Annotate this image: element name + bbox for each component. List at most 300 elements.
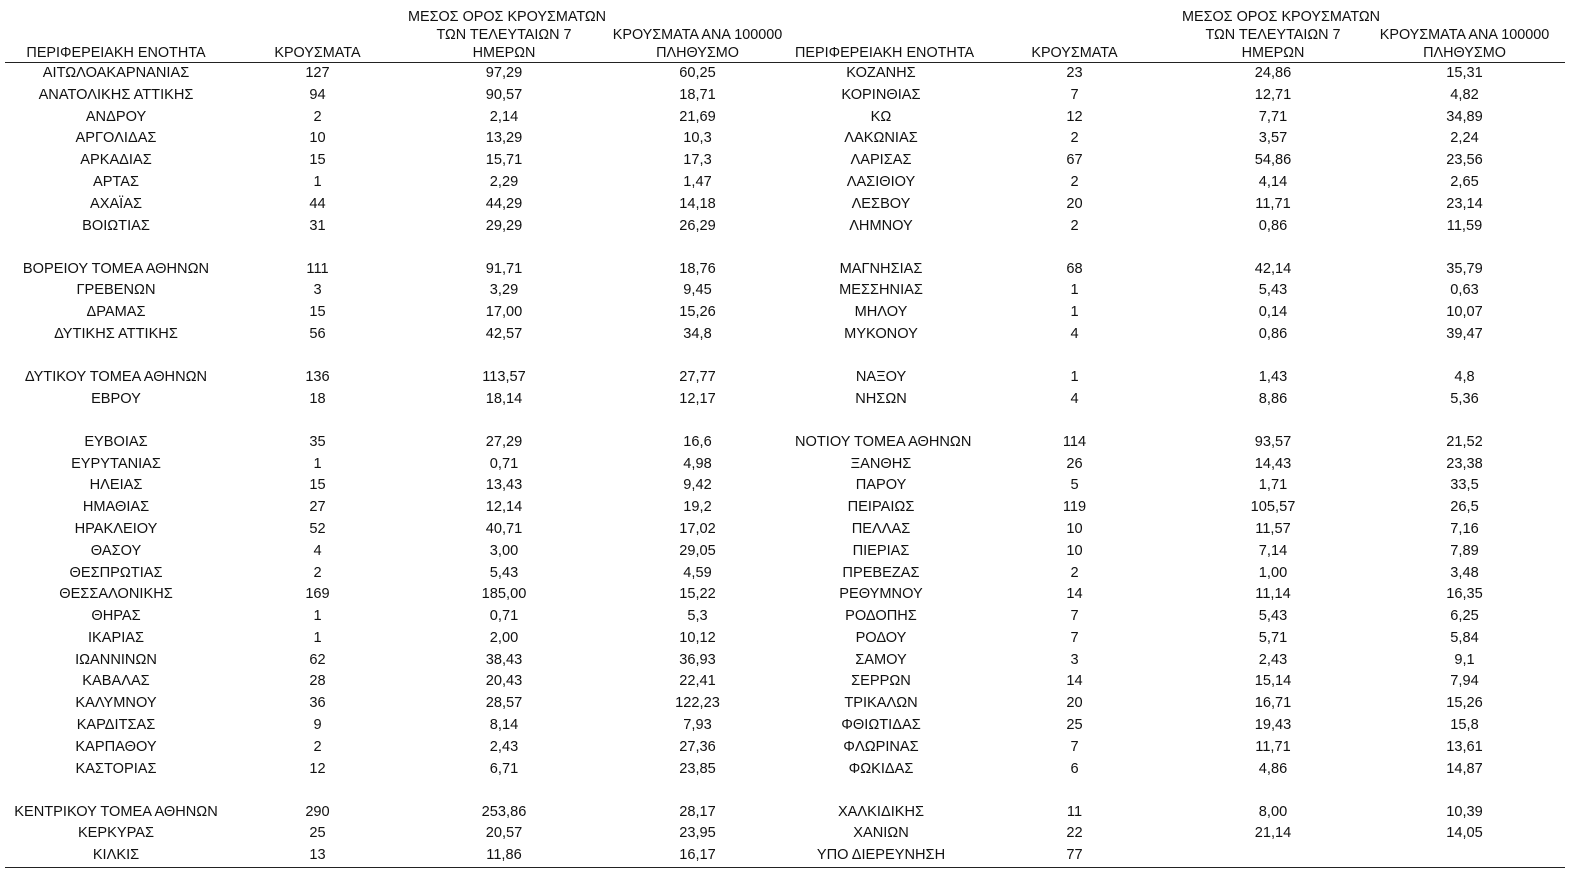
cases-table-container — [5, 2, 1565, 868]
table-row — [5, 606, 1565, 628]
cases-cell: 111 — [306, 260, 329, 277]
cases-per-100k-cell: 10,3 — [683, 130, 712, 147]
seven-day-average-cell: 28,57 — [485, 695, 523, 712]
cases-cell: 12 — [309, 760, 326, 777]
seven-day-average-cell: 7,71 — [1258, 108, 1288, 125]
region-name-cell: ΚΟΖΑΝΗΣ — [846, 65, 916, 81]
cases-cell: 2 — [1070, 173, 1079, 190]
region-name-cell: ΑΡΤΑΣ — [92, 173, 140, 190]
table-row — [5, 454, 1565, 476]
table-row — [5, 563, 1565, 585]
seven-day-average-cell: 0,86 — [1258, 217, 1288, 234]
region-name-cell: ΚΑΛΥΜΝΟΥ — [75, 695, 157, 712]
region-name-cell: ΚΕΝΤΡΙΚΟΥ ΤΟΜΕΑ ΑΘΗΝΩΝ — [14, 803, 218, 820]
table-row — [5, 671, 1565, 693]
empty-cell — [227, 237, 408, 258]
cases-per-100k-cell: 3,48 — [1450, 564, 1479, 581]
cases-per-100k-cell: 33,5 — [1450, 477, 1479, 494]
seven-day-average-cell: 18,14 — [485, 390, 523, 407]
cases-per-100k-cell: 19,2 — [683, 499, 712, 516]
table-row — [5, 650, 1565, 672]
cases-per-100k-cell: 7,93 — [683, 717, 712, 734]
seven-day-average-cell: 8,14 — [489, 717, 519, 734]
empty-cell — [227, 780, 408, 801]
region-name-cell: ΧΑΝΙΩΝ — [853, 825, 909, 842]
cases-cell: 14 — [1066, 586, 1083, 603]
cases-cell: 77 — [967, 845, 1182, 867]
cases-per-100k-cell: 4,82 — [1450, 86, 1479, 103]
empty-cell — [408, 411, 600, 432]
region-name-cell: ΔΥΤΙΚΗΣ ΑΤΤΙΚΗΣ — [54, 325, 178, 342]
region-name-cell: ΤΡΙΚΑΛΩΝ — [844, 695, 918, 712]
seven-day-average-cell: 91,71 — [485, 260, 523, 277]
cases-cell: 4 — [313, 542, 322, 559]
seven-day-average-cell: 24,86 — [1254, 65, 1292, 81]
seven-day-average-cell: 42,57 — [485, 325, 523, 342]
seven-day-average-cell: 44,29 — [485, 195, 523, 212]
header-line: ΜΕΣΟΣ ΟΡΟΣ ΚΡΟΥΣΜΑΤΩΝ — [1182, 9, 1381, 25]
cases-cell: 35 — [309, 433, 326, 450]
region-name-cell: ΙΩΑΝΝΙΝΩΝ — [75, 651, 157, 668]
region-name-cell: ΑΙΤΩΛΟΑΚΑΡΝΑΝΙΑΣ — [42, 65, 190, 81]
empty-cell — [1182, 780, 1364, 801]
table-row — [5, 216, 1565, 238]
header-avg7-left — [408, 2, 607, 63]
seven-day-average-cell: 3,29 — [489, 282, 519, 299]
cases-per-100k-cell: 9,45 — [683, 282, 712, 299]
seven-day-average-cell: 6,71 — [489, 760, 519, 777]
empty-cell — [1364, 780, 1565, 801]
header-line: ΚΡΟΥΣΜΑΤΑ ΑΝΑ 100000 — [612, 27, 783, 43]
cases-cell: 3 — [1070, 651, 1079, 668]
region-name-cell: ΘΕΣΣΑΛΟΝΙΚΗΣ — [59, 586, 173, 603]
region-name-cell: ΠΕΛΛΑΣ — [851, 520, 911, 537]
seven-day-average-cell: 3,00 — [489, 542, 519, 559]
empty-cell — [5, 237, 227, 258]
region-name-cell: ΑΝΔΡΟΥ — [85, 108, 147, 125]
cases-per-100k-cell: 34,89 — [1446, 108, 1483, 125]
cases-cell: 56 — [309, 325, 326, 342]
table-row — [5, 628, 1565, 650]
spacer-row — [5, 780, 1565, 801]
table-row — [5, 280, 1565, 302]
seven-day-average-cell: 5,43 — [489, 564, 519, 581]
table-row — [5, 259, 1565, 281]
seven-day-average-cell: 0,71 — [489, 608, 519, 625]
table-header-row — [5, 2, 1565, 63]
cases-cell: 15 — [309, 477, 326, 494]
seven-day-average-cell: 38,43 — [485, 651, 523, 668]
seven-day-average-cell: 14,43 — [1254, 455, 1292, 472]
region-name-cell: ΚΩ — [870, 108, 892, 125]
header-cases-left — [227, 2, 408, 63]
seven-day-average-cell: 16,71 — [1254, 695, 1292, 712]
header-line: ΜΕΣΟΣ ΟΡΟΣ ΚΡΟΥΣΜΑΤΩΝ — [408, 9, 607, 25]
cases-per-100k-cell: 9,42 — [683, 477, 712, 494]
cases-cell: 62 — [309, 651, 326, 668]
seven-day-average-cell: 11,86 — [408, 845, 600, 867]
cases-per-100k-cell: 5,3 — [687, 608, 708, 625]
cases-per-100k-cell: 4,59 — [683, 564, 712, 581]
seven-day-average-cell: 2,43 — [1258, 651, 1288, 668]
seven-day-average-cell: 12,71 — [1254, 86, 1292, 103]
empty-cell — [1364, 346, 1565, 367]
empty-cell — [5, 780, 227, 801]
seven-day-average-cell: 1,71 — [1258, 477, 1288, 494]
seven-day-average-cell: 15,14 — [1254, 673, 1292, 690]
cases-cell: 10 — [1066, 520, 1083, 537]
region-name-cell: ΒΟΙΩΤΙΑΣ — [82, 217, 150, 234]
region-name-cell: ΥΠΟ ΔΙΕΡΕΥΝΗΣΗ — [795, 845, 967, 867]
cases-per-100k-cell: 1,47 — [683, 173, 712, 190]
empty-cell — [408, 780, 600, 801]
empty-cell — [5, 411, 227, 432]
seven-day-average-cell: 185,00 — [481, 586, 527, 603]
region-name-cell: ΞΑΝΘΗΣ — [850, 455, 912, 472]
cases-per-100k-cell: 18,71 — [679, 86, 716, 103]
region-name-cell: ΠΡΕΒΕΖΑΣ — [842, 564, 920, 581]
header-line: ΠΕΡΙΦΕΡΕΙΑΚΗ ΕΝΟΤΗΤΑ — [795, 45, 975, 61]
empty-cell — [795, 780, 967, 801]
cases-per-100k-cell: 9,1 — [1454, 651, 1475, 668]
region-name-cell: ΚΑΡΔΙΤΣΑΣ — [76, 717, 156, 734]
table-row — [5, 715, 1565, 737]
cases-per-100k-cell: 23,56 — [1446, 152, 1483, 169]
cases-cell: 36 — [309, 695, 326, 712]
cases-per-100k-cell: 35,79 — [1446, 260, 1483, 277]
cases-per-100k-cell: 26,29 — [679, 217, 716, 234]
cases-cell: 136 — [305, 368, 330, 385]
region-name-cell: ΠΑΡΟΥ — [855, 477, 907, 494]
cases-cell: 15 — [309, 152, 326, 169]
seven-day-average-cell: 5,43 — [1258, 282, 1288, 299]
cases-per-100k-cell: 27,36 — [679, 738, 716, 755]
cases-per-100k-cell: 5,36 — [1450, 390, 1479, 407]
cases-per-100k-cell: 23,38 — [1446, 455, 1483, 472]
region-name-cell: ΑΡΓΟΛΙΔΑΣ — [75, 130, 157, 147]
cases-per-100k-cell — [1364, 845, 1565, 867]
seven-day-average-cell: 11,14 — [1255, 586, 1291, 603]
region-name-cell: ΠΙΕΡΙΑΣ — [852, 542, 910, 559]
table-row — [5, 737, 1565, 759]
cases-per-100k-cell: 14,87 — [1446, 760, 1483, 777]
empty-cell — [795, 411, 967, 432]
cases-cell: 31 — [309, 217, 326, 234]
header-per100k-left — [600, 2, 795, 63]
spacer-row — [5, 346, 1565, 367]
cases-cell: 1 — [313, 173, 322, 190]
cases-per-100k-cell: 15,26 — [1446, 695, 1483, 712]
region-name-cell: ΙΚΑΡΙΑΣ — [87, 629, 145, 646]
cases-per-100k-cell: 16,17 — [600, 845, 795, 867]
header-line: ΚΡΟΥΣΜΑΤΑ ΑΝΑ 100000 — [1379, 27, 1550, 43]
cases-per-100k-cell: 2,24 — [1450, 130, 1479, 147]
seven-day-average-cell: 15,71 — [485, 152, 523, 169]
table-body — [5, 63, 1565, 868]
cases-cell: 22 — [1066, 825, 1083, 842]
cases-per-100k-cell: 12,17 — [679, 390, 716, 407]
region-name-cell: ΔΡΑΜΑΣ — [86, 304, 146, 321]
cases-cell: 1 — [313, 629, 322, 646]
empty-cell — [795, 237, 967, 258]
seven-day-average-cell: 4,14 — [1258, 173, 1288, 190]
header-line: ΗΜΕΡΩΝ — [1241, 45, 1305, 61]
table-row — [5, 432, 1565, 454]
region-name-cell: ΗΡΑΚΛΕΙΟΥ — [74, 520, 158, 537]
region-name-cell: ΕΒΡΟΥ — [91, 390, 141, 407]
seven-day-average-cell: 2,29 — [489, 173, 519, 190]
region-name-cell: ΝΟΤΙΟΥ ΤΟΜΕΑ ΑΘΗΝΩΝ — [795, 433, 972, 450]
table-row — [5, 128, 1565, 150]
cases-per-100k-cell: 10,07 — [1446, 304, 1483, 321]
region-name-cell: ΛΗΜΝΟΥ — [849, 217, 913, 234]
cases-cell: 14 — [1066, 673, 1083, 690]
seven-day-average-cell: 54,86 — [1254, 152, 1292, 169]
region-name-cell: ΗΛΕΙΑΣ — [89, 477, 143, 494]
cases-cell: 18 — [309, 390, 326, 407]
cases-cell: 169 — [305, 586, 330, 603]
header-line: ΗΜΕΡΩΝ — [472, 45, 536, 61]
empty-cell — [227, 346, 408, 367]
seven-day-average-cell: 4,86 — [1258, 760, 1288, 777]
empty-cell — [600, 780, 795, 801]
region-name-cell: ΓΡΕΒΕΝΩΝ — [76, 282, 156, 299]
region-name-cell: ΜΕΣΣΗΝΙΑΣ — [839, 282, 923, 299]
cases-per-100k-cell: 14,05 — [1446, 825, 1483, 842]
region-name-cell: ΣΕΡΡΩΝ — [851, 673, 911, 690]
cases-cell: 7 — [1070, 608, 1079, 625]
cases-cell: 9 — [313, 717, 322, 734]
cases-cell: 12 — [1066, 108, 1083, 125]
cases-cell: 2 — [313, 108, 322, 125]
cases-per-100k-cell: 28,17 — [679, 803, 716, 820]
cases-cell: 3 — [313, 282, 322, 299]
empty-cell — [1182, 411, 1364, 432]
cases-per-100k-cell: 21,52 — [1446, 433, 1483, 450]
region-name-cell: ΕΥΡΥΤΑΝΙΑΣ — [71, 455, 161, 472]
header-line: ΠΛΗΘΥΣΜΟ — [656, 45, 739, 61]
cases-cell: 52 — [309, 520, 326, 537]
cases-cell: 114 — [1062, 433, 1087, 450]
cases-per-100k-cell: 39,47 — [1446, 325, 1483, 342]
cases-per-100k-cell: 15,31 — [1446, 65, 1483, 81]
region-name-cell: ΠΕΙΡΑΙΩΣ — [847, 499, 915, 516]
cases-per-100k-cell: 4,8 — [1454, 368, 1475, 385]
cases-cell: 23 — [1066, 65, 1083, 81]
seven-day-average-cell: 13,29 — [485, 130, 523, 147]
region-name-cell: ΕΥΒΟΙΑΣ — [84, 433, 148, 450]
cases-per-100k-cell: 11,59 — [1446, 217, 1483, 234]
cases-cell: 1 — [1070, 282, 1079, 299]
table-row — [5, 324, 1565, 346]
cases-per-100k-cell: 36,93 — [679, 651, 716, 668]
region-name-cell: ΚΟΡΙΝΘΙΑΣ — [841, 86, 921, 103]
empty-cell — [1364, 411, 1565, 432]
table-row — [5, 389, 1565, 411]
region-name-cell: ΡΟΔΟΠΗΣ — [845, 608, 917, 625]
cases-per-100k-cell: 7,89 — [1450, 542, 1479, 559]
cases-cell: 11 — [1066, 803, 1083, 820]
header-avg7-right — [1182, 2, 1381, 63]
region-name-cell: ΚΙΛΚΙΣ — [5, 845, 227, 867]
seven-day-average-cell: 40,71 — [485, 520, 523, 537]
cases-per-100k-cell: 29,05 — [679, 542, 716, 559]
region-name-cell: ΛΕΣΒΟΥ — [851, 195, 911, 212]
cases-per-100k-cell: 16,35 — [1446, 586, 1483, 603]
region-name-cell: ΘΕΣΠΡΩΤΙΑΣ — [69, 564, 163, 581]
region-name-cell: ΗΜΑΘΙΑΣ — [82, 499, 150, 516]
seven-day-average-cell: 97,29 — [485, 65, 523, 81]
region-name-cell: ΘΑΣΟΥ — [90, 542, 142, 559]
spacer-row — [5, 237, 1565, 258]
region-name-cell: ΚΕΡΚΥΡΑΣ — [77, 825, 155, 842]
cases-per-100k-cell: 15,26 — [679, 304, 716, 321]
seven-day-average-cell: 12,14 — [485, 499, 523, 516]
table-row — [5, 107, 1565, 129]
cases-per-100k-cell: 6,25 — [1450, 608, 1479, 625]
cases-per-100k-cell: 14,18 — [679, 195, 716, 212]
cases-cell: 4 — [1070, 325, 1079, 342]
seven-day-average-cell: 21,14 — [1254, 825, 1292, 842]
cases-cell: 2 — [313, 564, 322, 581]
region-name-cell: ΔΥΤΙΚΟΥ ΤΟΜΕΑ ΑΘΗΝΩΝ — [24, 368, 208, 385]
cases-per-100k-cell: 17,02 — [679, 520, 716, 537]
seven-day-average-cell: 11,57 — [1255, 520, 1291, 537]
region-name-cell: ΦΩΚΙΔΑΣ — [848, 760, 914, 777]
cases-cell: 1 — [1070, 304, 1079, 321]
cases-cell: 67 — [1066, 152, 1083, 169]
seven-day-average-cell: 0,14 — [1258, 304, 1288, 321]
cases-per-100k-cell: 2,65 — [1450, 173, 1479, 190]
cases-cell: 27 — [309, 499, 326, 516]
cases-per-100k-cell: 60,25 — [679, 65, 716, 81]
header-per100k-right — [1364, 2, 1565, 63]
seven-day-average-cell: 0,71 — [489, 455, 519, 472]
seven-day-average-cell: 17,00 — [485, 304, 523, 321]
header-region-right — [795, 2, 975, 63]
seven-day-average-cell: 42,14 — [1254, 260, 1292, 277]
table-row — [5, 194, 1565, 216]
region-name-cell: ΚΑΒΑΛΑΣ — [82, 673, 150, 690]
seven-day-average-cell: 3,57 — [1258, 130, 1288, 147]
region-name-cell: ΛΑΡΙΣΑΣ — [850, 152, 912, 169]
cases-cell: 13 — [227, 845, 408, 867]
region-name-cell: ΧΑΛΚΙΔΙΚΗΣ — [837, 803, 925, 820]
empty-cell — [227, 411, 408, 432]
empty-cell — [967, 780, 1182, 801]
table-row — [5, 823, 1565, 845]
cases-cell: 290 — [305, 803, 330, 820]
seven-day-average-cell: 113,57 — [482, 368, 526, 385]
cases-cell: 28 — [309, 673, 326, 690]
seven-day-average-cell: 11,71 — [1255, 738, 1291, 755]
seven-day-average-cell: 1,00 — [1258, 564, 1288, 581]
cases-cell: 7 — [1070, 629, 1079, 646]
region-name-cell: ΦΘΙΩΤΙΔΑΣ — [841, 717, 921, 734]
cases-cell: 94 — [309, 86, 326, 103]
region-name-cell: ΜΥΚΟΝΟΥ — [844, 325, 918, 342]
table-row — [5, 519, 1565, 541]
seven-day-average-cell: 2,14 — [489, 108, 519, 125]
cases-cell: 127 — [305, 65, 330, 81]
region-name-cell: ΝΑΞΟΥ — [855, 368, 907, 385]
cases-per-100k-cell: 10,12 — [679, 629, 716, 646]
seven-day-average-cell: 11,71 — [1255, 195, 1291, 212]
cases-per-100k-cell: 16,6 — [683, 433, 712, 450]
cases-cell: 20 — [1066, 695, 1083, 712]
cases-cell: 2 — [1070, 564, 1079, 581]
table-row — [5, 541, 1565, 563]
seven-day-average-cell: 1,43 — [1258, 368, 1288, 385]
region-name-cell: ΝΗΣΩΝ — [855, 390, 907, 407]
table-row — [5, 85, 1565, 107]
cases-cell: 4 — [1070, 390, 1079, 407]
cases-cell: 15 — [309, 304, 326, 321]
cases-per-100k-cell: 15,8 — [1450, 717, 1479, 734]
seven-day-average-cell: 105,57 — [1250, 499, 1296, 516]
cases-cell: 7 — [1070, 738, 1079, 755]
empty-cell — [408, 346, 600, 367]
region-name-cell: ΑΝΑΤΟΛΙΚΗΣ ΑΤΤΙΚΗΣ — [38, 86, 194, 103]
cases-cell: 1 — [313, 608, 322, 625]
region-name-cell: ΑΧΑΪΑΣ — [89, 195, 142, 212]
seven-day-average-cell: 29,29 — [485, 217, 523, 234]
seven-day-average-cell: 2,43 — [489, 738, 519, 755]
table-row — [5, 584, 1565, 606]
seven-day-average-cell — [1182, 845, 1364, 867]
empty-cell — [967, 411, 1182, 432]
cases-cell: 25 — [309, 825, 326, 842]
cases-per-100k-cell: 22,41 — [679, 673, 716, 690]
seven-day-average-cell: 13,43 — [485, 477, 523, 494]
cases-per-100k-cell: 21,69 — [679, 108, 716, 125]
region-name-cell: ΡΕΘΥΜΝΟΥ — [839, 586, 923, 603]
seven-day-average-cell: 8,00 — [1258, 803, 1288, 820]
cases-per-100k-cell: 23,95 — [679, 825, 716, 842]
cases-cell: 1 — [313, 455, 322, 472]
cases-cell: 1 — [1070, 368, 1079, 385]
cases-cell: 68 — [1066, 260, 1083, 277]
table-row — [5, 302, 1565, 324]
cases-cell: 10 — [1066, 542, 1083, 559]
table-row — [5, 802, 1565, 824]
empty-cell — [5, 346, 227, 367]
empty-cell — [600, 237, 795, 258]
header-line: ΤΩΝ ΤΕΛΕΥΤΑΙΩΝ 7 — [1205, 27, 1341, 43]
empty-cell — [600, 411, 795, 432]
cases-cell: 2 — [313, 738, 322, 755]
covid-cases-table — [5, 2, 1565, 868]
seven-day-average-cell: 0,86 — [1258, 325, 1288, 342]
cases-cell: 26 — [1066, 455, 1083, 472]
cases-cell: 20 — [1066, 195, 1083, 212]
seven-day-average-cell: 8,86 — [1258, 390, 1288, 407]
cases-per-100k-cell: 10,39 — [1446, 803, 1483, 820]
header-line: ΤΩΝ ΤΕΛΕΥΤΑΙΩΝ 7 — [436, 27, 572, 43]
empty-cell — [1182, 237, 1364, 258]
empty-cell — [795, 346, 967, 367]
cases-per-100k-cell: 4,98 — [683, 455, 712, 472]
cases-cell: 7 — [1070, 86, 1079, 103]
cases-cell: 2 — [1070, 217, 1079, 234]
cases-per-100k-cell: 27,77 — [679, 368, 716, 385]
header-line: ΠΕΡΙΦΕΡΕΙΑΚΗ ΕΝΟΤΗΤΑ — [26, 45, 206, 61]
cases-per-100k-cell: 15,22 — [679, 586, 716, 603]
cases-cell: 6 — [1070, 760, 1079, 777]
seven-day-average-cell: 27,29 — [485, 433, 523, 450]
region-name-cell: ΒΟΡΕΙΟΥ ΤΟΜΕΑ ΑΘΗΝΩΝ — [22, 260, 210, 277]
header-line: ΠΛΗΘΥΣΜΟ — [1423, 45, 1506, 61]
